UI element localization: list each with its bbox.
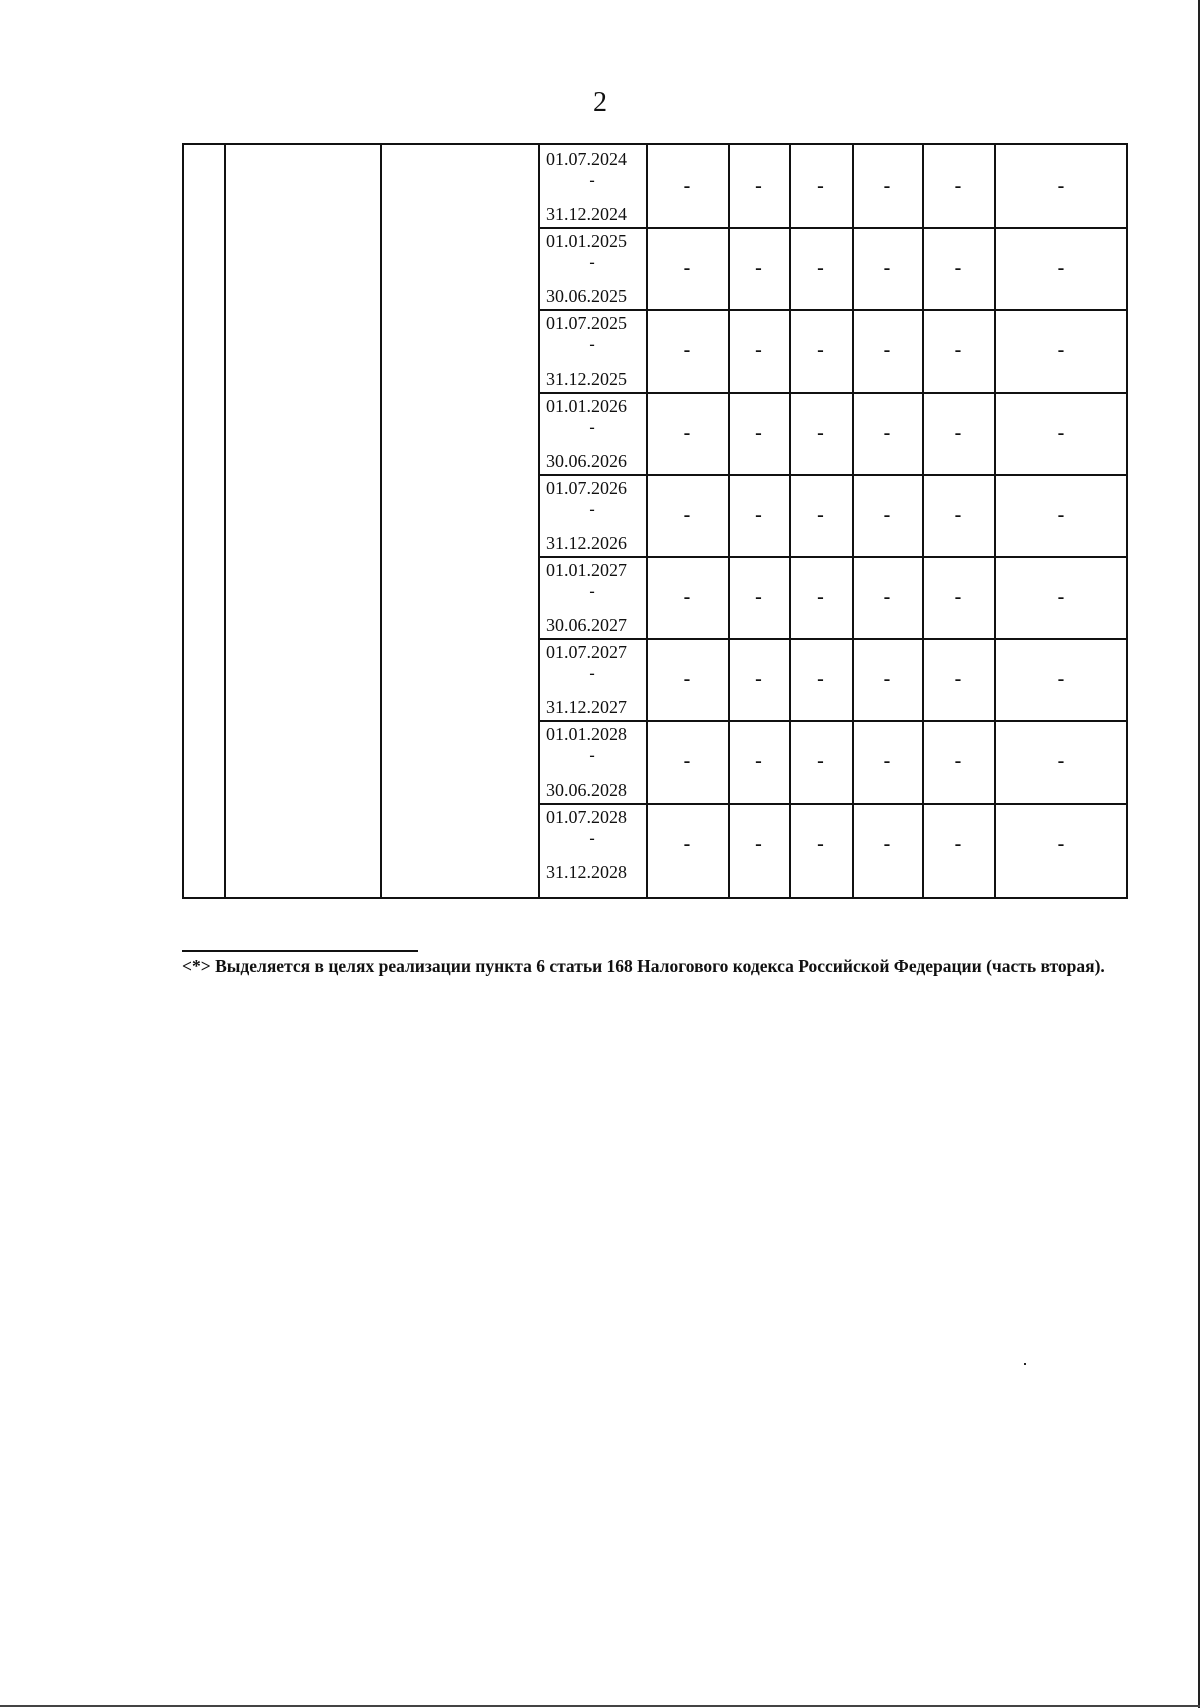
period-end-date: 31.12.2025 bbox=[546, 369, 627, 389]
period-start-date: 01.01.2028 bbox=[546, 724, 627, 744]
period-cell bbox=[538, 309, 646, 392]
value-cell: - bbox=[755, 503, 762, 526]
value-cell: - bbox=[1057, 421, 1065, 444]
value-cell: - bbox=[683, 503, 691, 526]
period-cell bbox=[538, 638, 646, 720]
value-cell: - bbox=[883, 339, 891, 361]
period-end-date: 31.12.2028 bbox=[546, 862, 627, 882]
period-cell bbox=[538, 227, 646, 309]
table-column-divider bbox=[224, 145, 226, 897]
value-cell: - bbox=[755, 585, 762, 608]
value-cell: - bbox=[683, 174, 691, 197]
value-cell: - bbox=[954, 585, 962, 608]
period-cell bbox=[538, 474, 646, 556]
value-cell: - bbox=[1057, 256, 1065, 279]
table-row bbox=[538, 556, 1126, 638]
period-separator: - bbox=[589, 830, 595, 847]
period-separator: - bbox=[589, 254, 595, 271]
period-start-date: 01.01.2026 bbox=[546, 396, 627, 416]
period-separator: - bbox=[589, 665, 595, 682]
value-cell: - bbox=[817, 585, 824, 608]
table-row bbox=[538, 474, 1126, 556]
table-row bbox=[538, 803, 1126, 885]
period-end-date: 31.12.2024 bbox=[546, 204, 627, 224]
period-separator: - bbox=[589, 172, 595, 189]
period-cell bbox=[538, 803, 646, 885]
value-cell: - bbox=[755, 174, 762, 197]
value-cell: - bbox=[755, 339, 762, 361]
value-cell: - bbox=[755, 832, 762, 855]
period-cell bbox=[538, 720, 646, 803]
value-cell: - bbox=[883, 667, 891, 690]
value-cell: - bbox=[1057, 503, 1065, 526]
period-start-date: 01.01.2025 bbox=[546, 231, 627, 251]
table-row bbox=[538, 392, 1126, 474]
value-cell: - bbox=[683, 832, 691, 855]
page-number-text: 2 bbox=[593, 87, 607, 118]
value-cell: - bbox=[954, 174, 962, 197]
page-edge-bottom bbox=[0, 1705, 1200, 1707]
value-cell: - bbox=[817, 667, 824, 690]
value-cell: - bbox=[683, 339, 691, 361]
value-cell: - bbox=[954, 421, 962, 444]
value-cell: - bbox=[1057, 585, 1065, 608]
value-cell: - bbox=[755, 421, 762, 444]
period-end-date: 30.06.2028 bbox=[546, 780, 627, 800]
period-end-date: 31.12.2027 bbox=[546, 697, 627, 717]
period-end-date: 30.06.2027 bbox=[546, 615, 627, 635]
value-cell: - bbox=[755, 750, 762, 772]
value-cell: - bbox=[883, 174, 891, 197]
value-cell: - bbox=[954, 503, 962, 526]
value-cell: - bbox=[817, 174, 824, 197]
value-cell: - bbox=[883, 503, 891, 526]
period-separator: - bbox=[589, 747, 595, 764]
value-cell: - bbox=[683, 667, 691, 690]
value-cell: - bbox=[1057, 174, 1065, 197]
period-start-date: 01.07.2024 bbox=[546, 149, 627, 169]
period-separator: - bbox=[589, 501, 595, 518]
period-start-date: 01.07.2027 bbox=[546, 642, 627, 662]
table-row bbox=[538, 638, 1126, 720]
value-cell: - bbox=[1057, 667, 1065, 690]
period-end-date: 31.12.2026 bbox=[546, 533, 627, 553]
period-cell bbox=[538, 145, 646, 227]
scan-speck bbox=[1024, 1363, 1026, 1365]
period-separator: - bbox=[589, 583, 595, 600]
value-cell: - bbox=[954, 339, 962, 361]
value-cell: - bbox=[1057, 750, 1065, 772]
value-cell: - bbox=[683, 585, 691, 608]
period-separator: - bbox=[589, 336, 595, 353]
page-number bbox=[0, 86, 1200, 120]
period-start-date: 01.01.2027 bbox=[546, 560, 627, 580]
value-cell: - bbox=[954, 750, 962, 772]
table-row bbox=[538, 145, 1126, 227]
period-cell bbox=[538, 392, 646, 474]
value-cell: - bbox=[683, 750, 691, 772]
period-start-date: 01.07.2025 bbox=[546, 313, 627, 333]
value-cell: - bbox=[755, 256, 762, 279]
period-start-date: 01.07.2028 bbox=[546, 807, 627, 827]
value-cell: - bbox=[817, 339, 824, 361]
period-start-date: 01.07.2026 bbox=[546, 478, 627, 498]
period-separator: - bbox=[589, 419, 595, 436]
value-cell: - bbox=[883, 585, 891, 608]
value-cell: - bbox=[683, 256, 691, 279]
table-column-divider bbox=[380, 145, 382, 897]
value-cell: - bbox=[883, 421, 891, 444]
value-cell: - bbox=[817, 832, 824, 855]
period-cell bbox=[538, 556, 646, 638]
value-cell: - bbox=[1057, 339, 1065, 361]
value-cell: - bbox=[954, 667, 962, 690]
table-row bbox=[538, 227, 1126, 309]
table-row bbox=[538, 309, 1126, 392]
period-end-date: 30.06.2026 bbox=[546, 451, 627, 471]
value-cell: - bbox=[954, 256, 962, 279]
schedule-table bbox=[182, 143, 1128, 899]
value-cell: - bbox=[817, 256, 824, 279]
table-row bbox=[538, 720, 1126, 803]
value-cell: - bbox=[817, 750, 824, 772]
footnote: <*> Выделяется в целях реализации пункта 6 статьи 168 Налогового кодекса Российской Федерации (часть вторая). bbox=[182, 956, 1105, 976]
period-end-date: 30.06.2025 bbox=[546, 286, 627, 306]
value-cell: - bbox=[1057, 832, 1065, 855]
value-cell: - bbox=[883, 256, 891, 279]
value-cell: - bbox=[954, 832, 962, 855]
value-cell: - bbox=[817, 503, 824, 526]
value-cell: - bbox=[883, 832, 891, 855]
value-cell: - bbox=[883, 750, 891, 772]
value-cell: - bbox=[755, 667, 762, 690]
value-cell: - bbox=[683, 421, 691, 444]
value-cell: - bbox=[817, 421, 824, 444]
